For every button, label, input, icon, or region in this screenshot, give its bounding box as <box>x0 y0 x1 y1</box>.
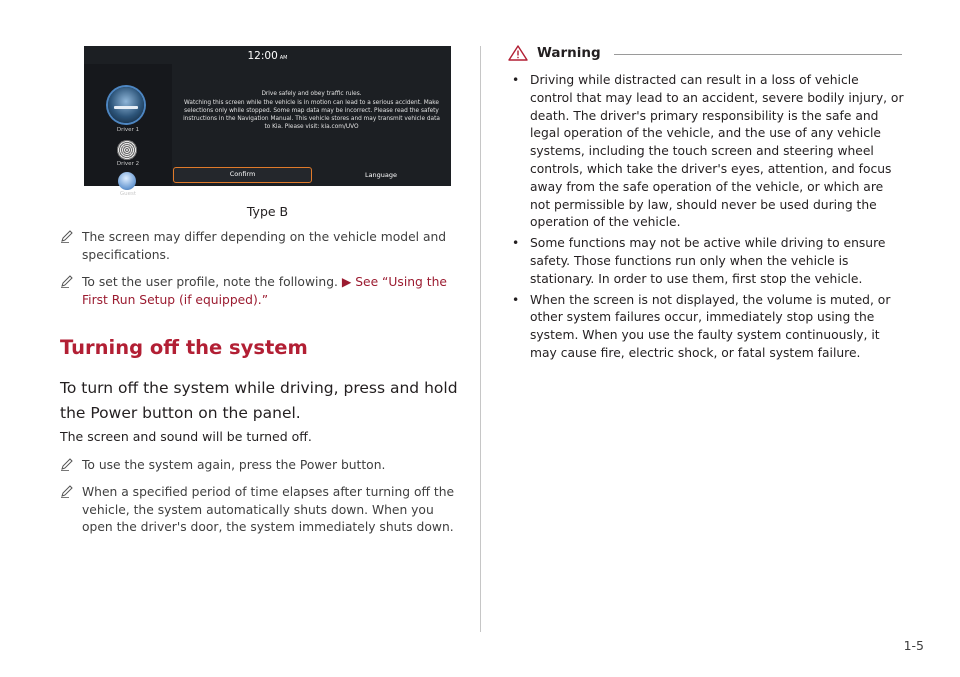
page-number: 1-5 <box>903 638 924 653</box>
section-heading: Turning off the system <box>60 336 308 359</box>
confirm-button[interactable]: Confirm <box>173 167 312 183</box>
note-pencil-icon <box>60 229 74 243</box>
profile-sidebar <box>84 64 172 197</box>
note-pencil-icon <box>60 457 74 471</box>
profile-label-driver-1: Driver 1 <box>116 127 140 133</box>
note-auto-shutdown <box>60 484 455 537</box>
driver-2-avatar[interactable] <box>117 140 137 160</box>
note-text: To use the system again, press the Power button. <box>82 458 386 472</box>
warning-title: Warning <box>537 45 601 61</box>
warning-list <box>512 72 904 366</box>
warning-item: • Some functions may not be active while driving to ensure safety. Those functions run only when the vehicle is stationary. In order to use them, first stop the vehicle. <box>512 235 904 288</box>
note-text: When a specified period of time elapses after turning off the vehicle, the system automatically shuts down. When you open the driver's door, the system immediately shuts down. <box>82 485 455 535</box>
profile-label-guest: Guest <box>119 191 137 197</box>
note-user-profile <box>60 274 455 309</box>
warning-item: • When the screen is not displayed, the volume is muted, or other system failures occur, immediately stop using the system. When you use the faulty system continuously, it may cause fire, electric shock, or fatal system failure. <box>512 292 904 363</box>
language-button[interactable]: Language <box>364 171 398 179</box>
warning-triangle-icon <box>508 45 528 61</box>
screen-image <box>84 46 451 197</box>
guest-avatar[interactable] <box>118 172 136 190</box>
note-text: The screen may differ depending on the vehicle model and specifications. <box>82 230 447 262</box>
profile-label-driver-2: Driver 2 <box>116 161 140 167</box>
safety-message-body: Watching this screen while the vehicle is in motion can lead to a serious accident. Make selections only while stopped. Some map data may be incorrect. Please read the safety instructions in the Navigation Manual. This vehicle stores and may transmit vehicle data to Kia. Please visit: kia.com/UVO <box>183 99 440 130</box>
note-text: To set the user profile, note the following. <box>82 275 342 289</box>
driver-1-avatar[interactable] <box>108 87 144 123</box>
section-subheading: To turn off the system while driving, press and hold the Power button on the panel. <box>60 379 458 422</box>
body-text: The screen and sound will be turned off. <box>60 429 312 444</box>
note-use-again <box>60 457 455 475</box>
note-pencil-icon <box>60 274 74 288</box>
warning-item: • Driving while distracted can result in a loss of vehicle control that may lead to an accident, severe bodily injury, or death. The driver's primary responsibility is the safe and legal operation of the vehicle, and the use of any vehicle systems, including the touch screen and steering wheel controls, which take the driver's eyes, attention, and focus away from the safe operation of the vehicle, or which are not permissible by law, should never be used during the operation of the vehicle. <box>512 72 904 232</box>
safety-message <box>180 91 443 132</box>
first-run-setup-link[interactable]: ▶ See “Using the First Run Setup (if equipped).” <box>82 275 447 307</box>
column-divider <box>480 46 481 632</box>
note-pencil-icon <box>60 484 74 498</box>
screen-clock: 12:00 AM <box>247 50 288 62</box>
figure-caption: Type B <box>246 204 289 219</box>
note-screen-differs <box>60 229 455 264</box>
warning-header <box>508 44 902 62</box>
safety-message-title: Drive safely and obey traffic rules. <box>261 91 362 97</box>
warning-rule <box>614 54 902 55</box>
